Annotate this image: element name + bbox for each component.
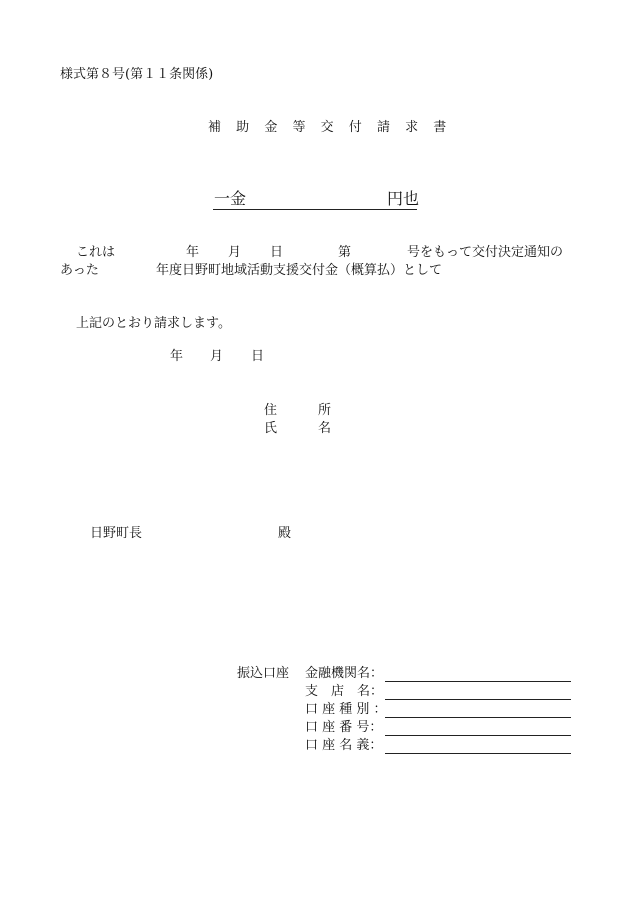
bank-account-heading: 振込口座: [237, 666, 290, 681]
addressee-mayor: 日野町長: [90, 526, 143, 541]
form-number: 様式第８号(第１１条関係): [60, 67, 214, 82]
body-line1-dai: 第: [338, 245, 352, 260]
addressee-honorific: 殿: [278, 526, 292, 541]
account-number-label: 口 座 番 号：: [305, 720, 383, 735]
account-holder-label: 口 座 名 義：: [305, 738, 383, 753]
date-year-label: 年: [170, 349, 184, 364]
request-statement: 上記のとおり請求します。: [76, 316, 231, 331]
name-label-1: 氏: [264, 421, 278, 436]
body-line1-year: 年: [186, 245, 200, 260]
name-label-2: 名: [318, 421, 332, 436]
account-number-field[interactable]: [385, 734, 571, 736]
date-day-label: 日: [251, 349, 265, 364]
address-label-1: 住: [264, 403, 278, 418]
bank-name-field[interactable]: [385, 680, 571, 682]
title-char: 付: [348, 120, 362, 135]
title-char: 交: [320, 120, 334, 135]
body-line2-rest: 年度日野町地域活動支援交付金（概算払）として: [156, 263, 443, 278]
bank-name-label: 金融機関名：: [305, 666, 384, 681]
body-line2-start: あった: [60, 263, 99, 278]
address-label-2: 所: [318, 403, 332, 418]
branch-name-field[interactable]: [385, 698, 571, 700]
title-char: 補: [208, 120, 222, 135]
title-char: 等: [292, 120, 306, 135]
amount-suffix: 円也: [387, 189, 420, 208]
document-title: [208, 121, 446, 134]
account-holder-field[interactable]: [385, 752, 571, 754]
account-type-field[interactable]: [385, 716, 571, 718]
date-month-label: 月: [210, 349, 224, 364]
account-type-label: 口 座 種 別 ：: [305, 702, 387, 717]
title-char: 請: [376, 120, 390, 135]
title-char: 書: [433, 120, 447, 135]
title-char: 助: [236, 120, 250, 135]
body-line1-month: 月: [228, 245, 242, 260]
body-line1-rest: 号をもって交付決定通知の: [407, 245, 564, 260]
title-char: 求: [405, 120, 419, 135]
branch-name-label: 支 店 名：: [305, 684, 384, 699]
amount-prefix: 一金: [214, 189, 247, 208]
body-line1-day: 日: [270, 245, 284, 260]
body-line1-start: これは: [76, 245, 116, 260]
title-char: 金: [264, 120, 278, 135]
